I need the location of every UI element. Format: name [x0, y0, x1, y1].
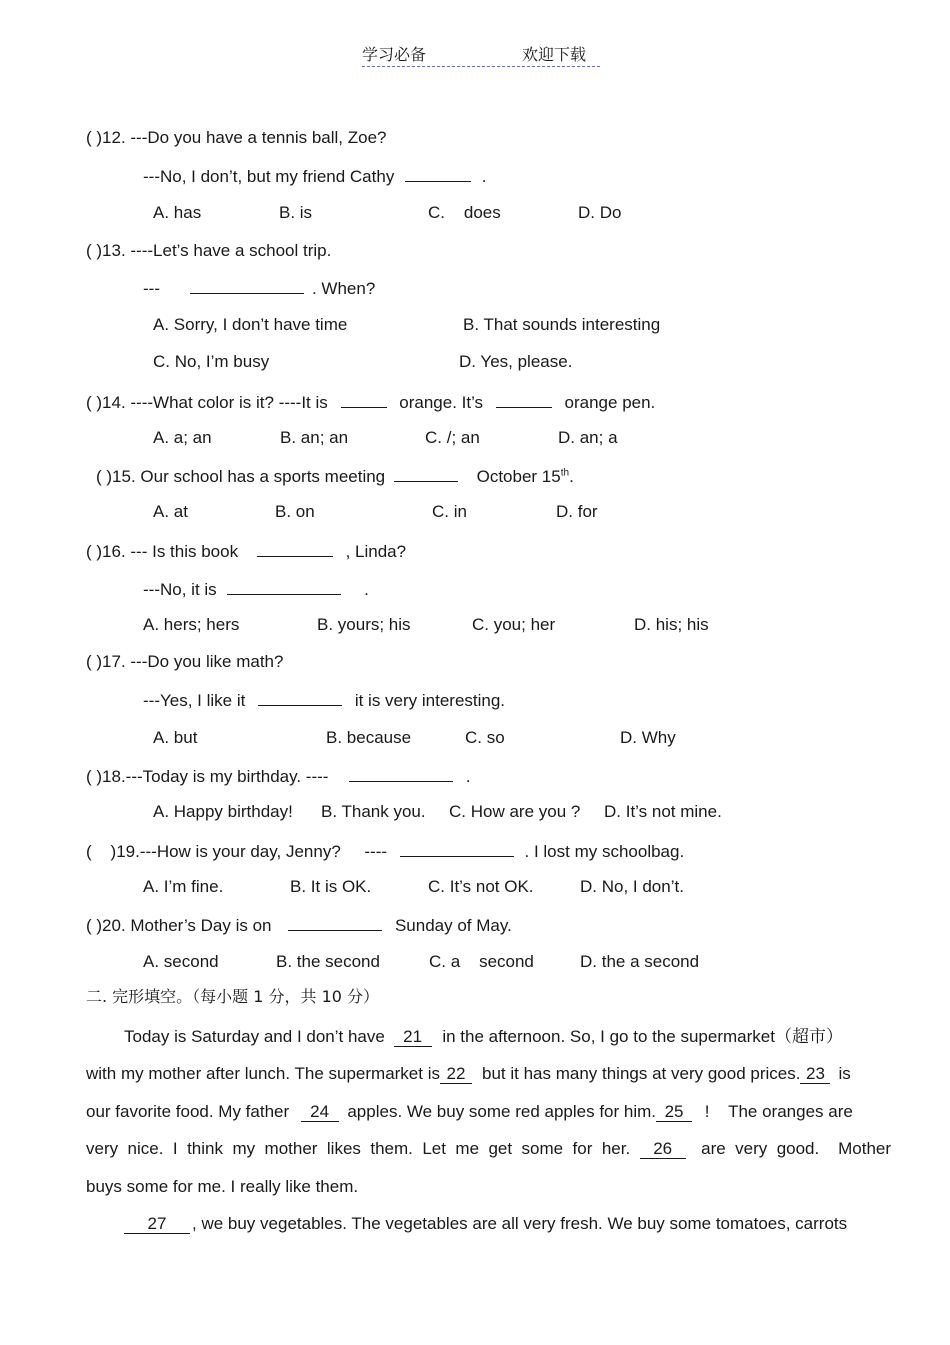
q16-option-a: A. hers; hers [143, 615, 240, 634]
q13-option-a: A. Sorry, I don’t have time [153, 315, 348, 334]
q19-option-c: C. It’s not OK. [428, 877, 534, 896]
cloze-line-5: buys some for me. I really like them. [86, 1177, 359, 1196]
answer-blank [288, 914, 382, 931]
q17-line2: ---Yes, I like it it is very interesting. [143, 691, 506, 710]
q14-option-a: A. a; an [153, 428, 212, 447]
cloze-blank-23: 23 [800, 1065, 830, 1084]
cloze-blank-24: 24 [301, 1103, 339, 1122]
answer-blank [405, 165, 471, 182]
q15-option-d: D. for [556, 502, 598, 521]
q16-option-b: B. yours; his [317, 615, 411, 634]
q12-line2: ---No, I don’t, but my friend Cathy . [143, 167, 487, 186]
q20-option-c: C. a second [429, 952, 534, 971]
q20-option-b: B. the second [276, 952, 380, 971]
q12-option-a: A. has [153, 203, 202, 222]
q16-line2: ---No, it is . [143, 580, 369, 599]
q14-option-c: C. /; an [425, 428, 480, 447]
q16-stem: ( )16. --- Is this book , Linda? [86, 542, 407, 561]
q13-option-c: C. No, I’m busy [153, 352, 270, 371]
q16-option-c: C. you; her [472, 615, 556, 634]
q14-stem: ( )14. ----What color is it? ----It is orange. It’s orange pen. [86, 393, 656, 412]
q12-option-d: D. Do [578, 203, 622, 222]
q19-stem: ( )19.---How is your day, Jenny? ---- . I lost my schoolbag. [86, 842, 685, 861]
section-2-title: 二. 完形填空。（每小题 1 分，共 10 分） [86, 987, 380, 1006]
q18-option-b: B. Thank you. [321, 802, 426, 821]
q17-option-d: D. Why [620, 728, 676, 747]
q19-option-a: A. I’m fine. [143, 877, 224, 896]
cloze-line-6: 27 , we buy vegetables. The vegetables are all very fresh. We buy some tomatoes, carrots [124, 1214, 847, 1234]
q17-stem: ( )17. ---Do you like math? [86, 652, 284, 671]
q12-option-c: C. does [428, 203, 501, 222]
q13-option-d: D. Yes, please. [459, 352, 573, 371]
q18-stem: ( )18.---Today is my birthday. ---- . [86, 767, 471, 786]
answer-blank [257, 540, 333, 557]
cloze-line-3: our favorite food. My father 24 apples. We buy some red apples for him. 25 ! The oranges are [86, 1102, 853, 1121]
cloze-line-2: with my mother after lunch. The supermarket is 22 but it has many things at very good prices. 23 is [86, 1064, 851, 1083]
q14-option-d: D. an; a [558, 428, 618, 447]
q17-option-b: B. because [326, 728, 412, 747]
q15-option-a: A. at [153, 502, 188, 521]
cloze-blank-21: 21 [394, 1028, 432, 1047]
q12-option-b: B. is [279, 203, 313, 222]
q12-stem: ( )12. ---Do you have a tennis ball, Zoe? [86, 128, 387, 147]
q15-option-b: B. on [275, 502, 315, 521]
q19-option-b: B. It is OK. [290, 877, 372, 896]
cloze-blank-26: 26 [640, 1140, 686, 1159]
answer-blank [258, 689, 342, 706]
q18-option-a: A. Happy birthday! [153, 802, 293, 821]
answer-blank [341, 391, 387, 408]
q19-option-d: D. No, I don’t. [580, 877, 684, 896]
cloze-blank-22: 22 [440, 1065, 472, 1084]
cloze-line-4: very nice. I think my mother likes them. Let me get some for her. 26 are very good. Mother [86, 1139, 892, 1158]
answer-blank [496, 391, 552, 408]
q16-option-d: D. his; his [634, 615, 709, 634]
header-left: 学习必备 [362, 45, 427, 64]
q13-line2: --- . When? [143, 279, 376, 298]
q14-option-b: B. an; an [280, 428, 349, 447]
q20-option-a: A. second [143, 952, 219, 971]
answer-blank [394, 465, 458, 482]
cloze-blank-27: 27 [124, 1215, 190, 1234]
q15-stem: ( )15. Our school has a sports meeting October 15th. [96, 467, 574, 486]
answer-blank [190, 277, 304, 294]
q20-option-d: D. the a second [580, 952, 700, 971]
q17-option-c: C. so [465, 728, 505, 747]
page-header [362, 42, 600, 67]
q17-option-a: A. but [153, 728, 198, 747]
answer-blank [227, 578, 341, 595]
q18-option-c: C. How are you ? [449, 802, 581, 821]
cloze-blank-25: 25 [656, 1103, 692, 1122]
q15-option-c: C. in [432, 502, 467, 521]
q13-option-b: B. That sounds interesting [463, 315, 661, 334]
answer-blank [349, 765, 453, 782]
header-right: 欢迎下载 [522, 45, 587, 64]
q18-option-d: D. It’s not mine. [604, 802, 722, 821]
answer-blank [400, 840, 514, 857]
q13-stem: ( )13. ----Let’s have a school trip. [86, 241, 332, 260]
q20-stem: ( )20. Mother’s Day is on Sunday of May. [86, 916, 512, 935]
cloze-line-1: Today is Saturday and I don’t have 21 in the afternoon. So, I go to the supermarket（超市） [124, 1027, 843, 1046]
